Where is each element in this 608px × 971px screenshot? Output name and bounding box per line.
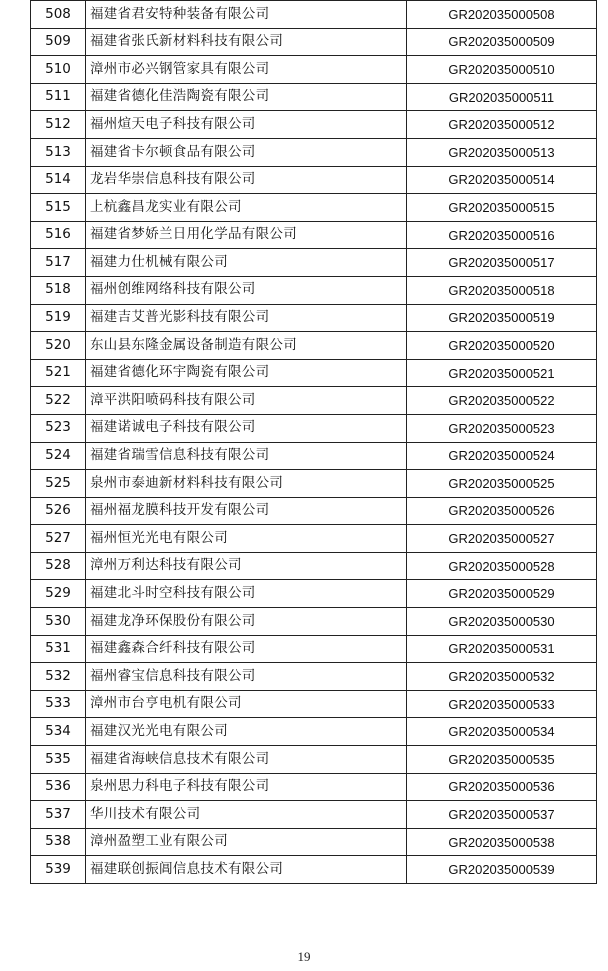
company-name: 漳平洪阳喷码科技有限公司 [86, 387, 407, 415]
company-name: 福建省张氏新材料科技有限公司 [86, 28, 407, 56]
company-name: 福建省德化佳浩陶瓷有限公司 [86, 83, 407, 111]
table-row [31, 332, 597, 360]
certificate-number: GR202035000529 [407, 580, 597, 608]
company-name: 福建省德化环宇陶瓷有限公司 [86, 359, 407, 387]
table-row [31, 304, 597, 332]
table-row [31, 801, 597, 829]
certificate-number: GR202035000514 [407, 166, 597, 194]
table-row [31, 249, 597, 277]
row-number: 515 [31, 194, 86, 222]
row-number: 516 [31, 221, 86, 249]
company-name: 福建省海峡信息技术有限公司 [86, 746, 407, 774]
row-number: 530 [31, 608, 86, 636]
certificate-number: GR202035000531 [407, 635, 597, 663]
certificate-number: GR202035000511 [407, 83, 597, 111]
row-number: 528 [31, 552, 86, 580]
certificate-number: GR202035000528 [407, 552, 597, 580]
certificate-number: GR202035000517 [407, 249, 597, 277]
certificate-number: GR202035000508 [407, 1, 597, 29]
company-name: 福建鑫森合纤科技有限公司 [86, 635, 407, 663]
row-number: 511 [31, 83, 86, 111]
certificate-number: GR202035000518 [407, 276, 597, 304]
table-row [31, 56, 597, 84]
certificate-number: GR202035000524 [407, 442, 597, 470]
certificate-number: GR202035000530 [407, 608, 597, 636]
table-row [31, 773, 597, 801]
row-number: 535 [31, 746, 86, 774]
company-name: 东山县东隆金属设备制造有限公司 [86, 332, 407, 360]
certificate-number: GR202035000525 [407, 470, 597, 498]
company-name: 泉州思力科电子科技有限公司 [86, 773, 407, 801]
row-number: 533 [31, 690, 86, 718]
company-name: 福建省卡尔顿食品有限公司 [86, 138, 407, 166]
company-name: 龙岩华崇信息科技有限公司 [86, 166, 407, 194]
company-name: 福州创维网络科技有限公司 [86, 276, 407, 304]
company-name: 福建省君安特种装备有限公司 [86, 1, 407, 29]
row-number: 534 [31, 718, 86, 746]
page-number: 19 [297, 949, 311, 964]
company-name: 漳州市必兴钢管家具有限公司 [86, 56, 407, 84]
row-number: 522 [31, 387, 86, 415]
company-name: 福建诺诚电子科技有限公司 [86, 414, 407, 442]
row-number: 518 [31, 276, 86, 304]
table-row [31, 635, 597, 663]
certificate-number: GR202035000534 [407, 718, 597, 746]
table-row [31, 442, 597, 470]
row-number: 513 [31, 138, 86, 166]
certificate-number: GR202035000523 [407, 414, 597, 442]
table-row [31, 28, 597, 56]
company-name: 福建联创振阊信息技术有限公司 [86, 856, 407, 884]
certificate-number: GR202035000533 [407, 690, 597, 718]
row-number: 523 [31, 414, 86, 442]
certificate-number: GR202035000539 [407, 856, 597, 884]
table-row [31, 138, 597, 166]
company-name: 泉州市泰迪新材料科技有限公司 [86, 470, 407, 498]
company-table [30, 0, 597, 884]
certificate-number: GR202035000513 [407, 138, 597, 166]
row-number: 527 [31, 525, 86, 553]
table-row [31, 221, 597, 249]
certificate-number: GR202035000519 [407, 304, 597, 332]
certificate-number: GR202035000527 [407, 525, 597, 553]
table-row [31, 497, 597, 525]
company-name: 福州恒光光电有限公司 [86, 525, 407, 553]
certificate-number: GR202035000526 [407, 497, 597, 525]
table-row [31, 414, 597, 442]
row-number: 537 [31, 801, 86, 829]
company-table-container [30, 0, 597, 884]
row-number: 532 [31, 663, 86, 691]
company-name: 漳州市台亨电机有限公司 [86, 690, 407, 718]
company-name: 福建力仕机械有限公司 [86, 249, 407, 277]
table-row [31, 525, 597, 553]
row-number: 512 [31, 111, 86, 139]
certificate-number: GR202035000532 [407, 663, 597, 691]
row-number: 510 [31, 56, 86, 84]
company-name: 福建汉光光电有限公司 [86, 718, 407, 746]
row-number: 519 [31, 304, 86, 332]
table-row [31, 83, 597, 111]
table-row [31, 856, 597, 884]
table-row [31, 718, 597, 746]
certificate-number: GR202035000521 [407, 359, 597, 387]
table-row [31, 690, 597, 718]
table-row [31, 552, 597, 580]
row-number: 526 [31, 497, 86, 525]
certificate-number: GR202035000515 [407, 194, 597, 222]
row-number: 514 [31, 166, 86, 194]
table-row [31, 359, 597, 387]
company-name: 福建吉艾普光影科技有限公司 [86, 304, 407, 332]
company-name: 福州睿宝信息科技有限公司 [86, 663, 407, 691]
company-name: 上杭鑫昌龙实业有限公司 [86, 194, 407, 222]
row-number: 525 [31, 470, 86, 498]
row-number: 524 [31, 442, 86, 470]
company-name: 福建北斗时空科技有限公司 [86, 580, 407, 608]
row-number: 517 [31, 249, 86, 277]
row-number: 531 [31, 635, 86, 663]
table-row [31, 387, 597, 415]
table-row [31, 194, 597, 222]
certificate-number: GR202035000538 [407, 828, 597, 856]
company-name: 华川技术有限公司 [86, 801, 407, 829]
company-name: 福建龙净环保股份有限公司 [86, 608, 407, 636]
table-row [31, 111, 597, 139]
company-name: 福建省梦娇兰日用化学品有限公司 [86, 221, 407, 249]
row-number: 509 [31, 28, 86, 56]
certificate-number: GR202035000516 [407, 221, 597, 249]
row-number: 520 [31, 332, 86, 360]
table-row [31, 1, 597, 29]
row-number: 508 [31, 1, 86, 29]
certificate-number: GR202035000537 [407, 801, 597, 829]
row-number: 536 [31, 773, 86, 801]
row-number: 529 [31, 580, 86, 608]
table-row [31, 828, 597, 856]
table-row [31, 580, 597, 608]
table-row [31, 166, 597, 194]
row-number: 539 [31, 856, 86, 884]
certificate-number: GR202035000510 [407, 56, 597, 84]
certificate-number: GR202035000535 [407, 746, 597, 774]
company-name: 漳州盈塑工业有限公司 [86, 828, 407, 856]
certificate-number: GR202035000509 [407, 28, 597, 56]
table-row [31, 276, 597, 304]
table-row [31, 746, 597, 774]
certificate-number: GR202035000536 [407, 773, 597, 801]
table-row [31, 663, 597, 691]
company-table-body [31, 1, 597, 884]
company-name: 福州福龙膜科技开发有限公司 [86, 497, 407, 525]
certificate-number: GR202035000520 [407, 332, 597, 360]
table-row [31, 470, 597, 498]
certificate-number: GR202035000512 [407, 111, 597, 139]
row-number: 521 [31, 359, 86, 387]
company-name: 福州煊天电子科技有限公司 [86, 111, 407, 139]
table-row [31, 608, 597, 636]
company-name: 漳州万利达科技有限公司 [86, 552, 407, 580]
row-number: 538 [31, 828, 86, 856]
company-name: 福建省瑞雪信息科技有限公司 [86, 442, 407, 470]
certificate-number: GR202035000522 [407, 387, 597, 415]
